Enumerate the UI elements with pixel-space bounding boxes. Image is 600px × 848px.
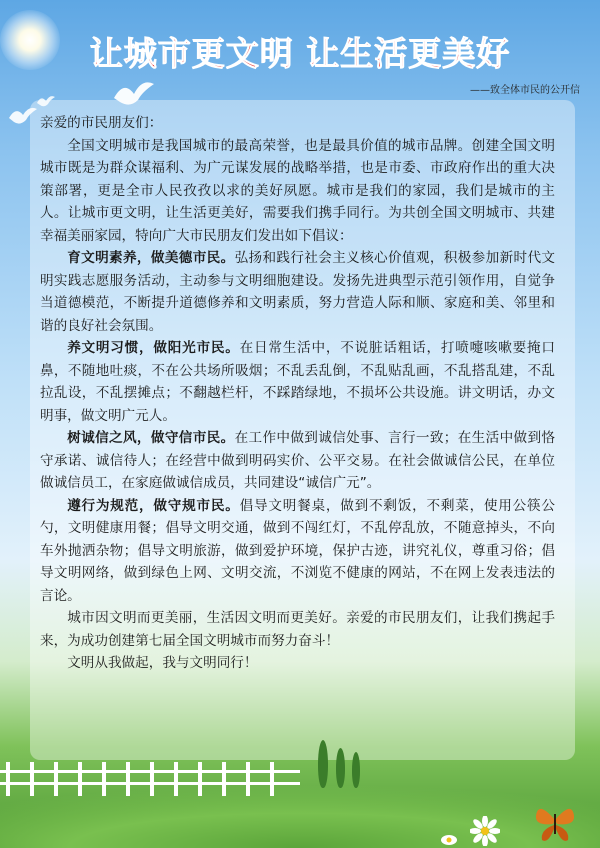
daisy-icon [470,816,500,846]
tree-icon [318,740,328,788]
proposal-paragraph [40,247,555,337]
intro-paragraph: 全国文明城市是我国城市的最高荣誉，也是最具价值的城市品牌。创建全国文明城市既是为群众谋福利、为广元谋发展的战略举措，也是市委、市政府作出的重大决策部署，更是全市人民孜孜以求的美好夙愿。城市是我们的家园，我们是城市的主人。让城市更文明，让生活更美好，需要我们携手同行。为共创全国文明城市、共建幸福美丽家园，特向广大市民朋友们发出如下倡议： [40,137,555,244]
proposal-body: 在日常生活中，不说脏话粗话，打喷嚏咳嗽要掩口鼻，不随地吐痰，不在公共场所吸烟；不乱丢乱倒，不乱贴乱画，不乱搭乱建，不乱拉乱设，不乱摆摊点；不翻越栏杆，不踩踏绿地，不损坏公共设施。讲文明话，办文明事，做文明广元人。 [40,340,556,424]
proposal-heading: 遵行为规范，做守规市民。 [67,497,240,514]
tree-icon [336,748,345,788]
page-title: 让城市更文明 让生活更美好 [89,34,511,73]
letter-body [40,112,555,675]
proposal-heading: 育文明素养，做美德市民。 [67,250,235,266]
page-subtitle: ——致全体市民的公开信 [470,85,580,96]
tree-icon [352,752,360,788]
proposal-paragraph [40,337,555,427]
salutation: 亲爱的市民朋友们： [40,115,163,131]
proposal-paragraph [40,427,555,495]
proposal-body: 倡导文明餐桌，做到不剩饭，不剩菜，使用公筷公勺，文明健康用餐；倡导文明交通，做到不闯红灯，不乱停乱放，不随意掉头，不向车外抛洒杂物；倡导文明旅游，做到爱护环境，保护古迹，讲究礼仪，尊重习俗；倡导文明网络，做到绿色上网、文明交流，不浏览不健康的网站，不在网上发表违法的言论。 [40,497,556,604]
proposal-heading: 树诚信之风，做守信市民。 [67,430,235,446]
proposal-body: 弘扬和践行社会主义核心价值观，积极参加新时代文明实践志愿服务活动，主动参与文明细胞建设。发扬先进典型示范引领作用，自觉争当道德模范，不断提升道德修养和文明素质，努力营造人际和顺、家庭和美、邻里和谐的良好社会氛围。 [40,250,556,334]
proposal-paragraph [40,495,555,608]
closing-paragraph: 城市因文明而更美丽，生活因文明而更美好。亲爱的市民朋友们，让我们携起手来，为成功创建第七届全国文明城市而努力奋斗！ [40,610,555,649]
fence-icon [0,758,300,798]
daisy-icon [440,832,458,848]
slogan: 文明从我做起，我与文明同行！ [67,655,258,671]
proposal-body: 在工作中做到诚信处事、言行一致；在生活中做到恪守承诺、诚信待人；在经营中做到明码实价、公平交易。在社会做诚信公民，在单位做诚信员工，在家庭做诚信成员，共同建设“诚信广元”。 [40,430,556,491]
proposal-heading: 养文明习惯，做阳光市民。 [67,340,240,356]
butterfly-icon [532,798,578,846]
